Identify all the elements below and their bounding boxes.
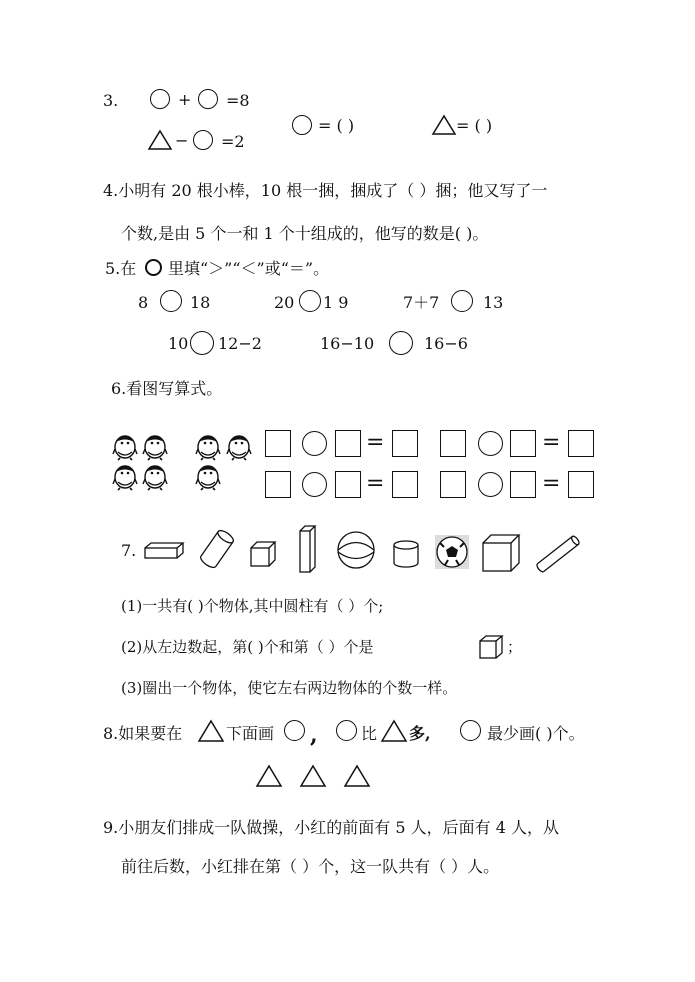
q5-item1-left: 8 (138, 293, 149, 312)
q7-sub2-pre: (2)从左边数起，第( )个和第（ ）个是 (121, 638, 374, 656)
answer-box[interactable] (265, 471, 291, 498)
q8-pre: 8.如果要在 (103, 724, 183, 743)
equals-sign: = (366, 430, 385, 455)
answer-box[interactable] (392, 430, 418, 457)
q3-triangle-answer: = ( ) (456, 116, 493, 135)
sphere-icon (338, 532, 374, 568)
q3-minus: − (175, 131, 189, 150)
circle-shape (336, 720, 357, 741)
answer-circle[interactable] (160, 290, 182, 312)
q8-mid1: 下面画 (226, 724, 275, 743)
triangle-shape (148, 130, 172, 150)
circle-shape (150, 89, 170, 109)
answer-box[interactable] (440, 430, 466, 457)
triangle-shape (198, 720, 224, 742)
q5-pre: 5.在 (105, 259, 137, 278)
penguin-icon (113, 436, 137, 460)
q5-item5-left: 16−10 (320, 334, 375, 353)
circle-shape (284, 720, 305, 741)
cube-icon (251, 542, 275, 566)
answer-circle[interactable] (451, 290, 473, 312)
answer-box[interactable] (335, 471, 361, 498)
q5-item2-left: 20 (274, 293, 295, 312)
answer-box[interactable] (265, 430, 291, 457)
triangle-shape (432, 115, 456, 135)
q8-mid3: 多, (409, 724, 431, 743)
answer-box[interactable] (510, 430, 536, 457)
answer-box[interactable] (510, 471, 536, 498)
answer-circle[interactable] (190, 331, 214, 355)
equals-sign: = (542, 471, 561, 496)
q7-sub1: (1)一共有( )个物体,其中圆柱有（ ）个; (121, 597, 384, 615)
penguin-icon (196, 466, 220, 490)
answer-box[interactable] (335, 430, 361, 457)
q9-line2: 前往后数，小红排在第（ ）个，这一队共有（ ）人。 (121, 857, 500, 876)
penguin-icon (113, 466, 137, 490)
soccer-ball-icon (435, 535, 469, 569)
q5-item1-right: 18 (190, 293, 211, 312)
circle-shape (198, 89, 218, 109)
q8-post: 最少画( )个。 (487, 724, 585, 743)
q5-item3-right: 13 (483, 293, 504, 312)
cube-icon (483, 535, 519, 571)
answer-box[interactable] (440, 471, 466, 498)
penguin-group (110, 430, 260, 494)
penguin-icon (196, 436, 220, 460)
triangle-shape (257, 766, 281, 786)
answer-box[interactable] (392, 471, 418, 498)
penguin-icon (143, 436, 167, 460)
q5-item4-right: 12−2 (218, 334, 262, 353)
answer-circle[interactable] (389, 331, 413, 355)
q3-eq2-result: =2 (221, 132, 245, 151)
triangle-shape (345, 766, 369, 786)
q7-sub3: (3)圈出一个物体，使它左右两边物体的个数一样。 (121, 679, 458, 697)
operator-circle[interactable] (302, 431, 327, 456)
answer-box[interactable] (568, 430, 594, 457)
q5-post: 里填“＞”“＜”或“＝”。 (168, 259, 330, 278)
q8-mid2: 比 (361, 724, 378, 743)
operator-circle[interactable] (302, 472, 327, 497)
q3-number: 3. (103, 91, 119, 110)
tall-cuboid-icon (300, 526, 315, 572)
q7-number: 7. (121, 541, 137, 560)
rod-cylinder-icon (536, 535, 581, 573)
circle-shape (292, 115, 312, 135)
q5-item4-left: 10 (168, 334, 189, 353)
triangle-row (256, 764, 376, 790)
q5-item2-right: 1 9 (323, 293, 349, 312)
penguin-icon (227, 436, 251, 460)
q3-plus: + (178, 90, 192, 109)
operator-circle[interactable] (478, 431, 503, 456)
equals-sign: = (366, 471, 385, 496)
penguin-icon (143, 466, 167, 490)
q9-line1: 9.小朋友们排成一队做操，小红的前面有 5 人，后面有 4 人，从 (103, 818, 559, 837)
q4-line2: 个数,是由 5 个一和 1 个十组成的，他写的数是( )。 (121, 224, 489, 243)
operator-circle[interactable] (478, 472, 503, 497)
q5-item3-left: 7＋7 (403, 293, 440, 312)
cuboid-icon (145, 543, 183, 558)
equals-sign: = (542, 430, 561, 455)
circle-shape (193, 130, 213, 150)
answer-circle[interactable] (299, 290, 321, 312)
answer-box[interactable] (568, 471, 594, 498)
q3-circle-answer: = ( ) (318, 116, 355, 135)
triangle-shape (301, 766, 325, 786)
q5-item5-right: 16−6 (424, 334, 468, 353)
cube-icon (478, 634, 504, 660)
cylinder-icon (394, 541, 418, 567)
circle-shape (145, 259, 162, 276)
q8-comma: , (310, 722, 318, 748)
circle-shape (460, 720, 481, 741)
solids-row (140, 525, 590, 577)
q7-sub2-post: ； (507, 638, 523, 656)
triangle-shape (381, 720, 407, 742)
q3-eq1-result: =8 (226, 91, 250, 110)
cylinder-icon (199, 528, 236, 569)
q6-title: 6.看图写算式。 (111, 379, 223, 398)
q4-line1: 4.小明有 20 根小棒，10 根一捆，捆成了（ ）捆；他又写了一 (103, 181, 548, 200)
